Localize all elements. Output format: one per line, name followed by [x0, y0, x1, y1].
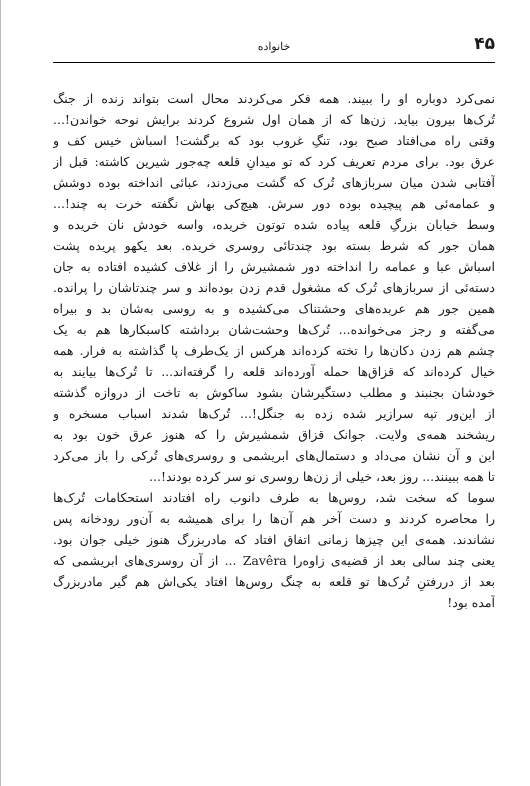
text-line: اسباش عبا و عمامه را انداخته دور شمشیرش را از غلاف کشیده افتاده به جان: [53, 259, 495, 274]
text-line: وسط خیابان بزرگِ قلعه پیاده شده توتون خریده، واسه خودش نان خریده و: [53, 217, 495, 232]
text-line: خیال کرده‌اند که قزاق‌ها حمله آورده‌اند قلعه را گرفته‌اند... تا تُرک‌ها بیایند به: [53, 364, 495, 379]
body-text: [53, 88, 495, 613]
text-line: سوما که سخت شد، روس‌ها به طرف دانوب راه افتادند استحکامات تُرک‌ها: [53, 490, 495, 505]
text-line: می‌گفته و رجز می‌خوانده... تُرک‌ها وحشت‌شان برداشته کاسبکارها هم به یک: [53, 322, 495, 337]
text-line: آمده بود!: [447, 595, 495, 610]
text-line: را محاصره کردند و دست آخر هم آن‌ها را برای همیشه به آن‌ور رودخانه پس: [53, 511, 495, 526]
text-line: و عمامه‌ئی هم پیچیده بوده دور سرش. هیچ‌کی بهاش نگفته خرت به چند!...: [53, 196, 495, 211]
paragraph: [53, 88, 495, 487]
text-line: بعد از دررفتنِ تُرک‌ها تو قلعه به چنگ روس‌ها افتاد یکی‌اش هم گیر مادربزرگ: [53, 574, 495, 589]
text-line: ریشخند همه‌ی ولایت. جوانک قزاق شمشیرش را که هنوز عرق خون بود به: [53, 427, 495, 442]
text-line: نمی‌کرد دوباره او را ببیند. همه فکر می‌کردند محال است بتواند زنده از جنگ: [53, 91, 495, 106]
header-rule: [53, 62, 495, 63]
text-line: آفتابی شدن میان سربازهای تُرک که گشت می‌زدند، عبائی انداخته بوده دوشش: [53, 175, 495, 190]
text-line: این و آن نشان می‌داد و دستمال‌های ابریشمی و روسری‌های تُرکی را باز می‌کرد: [53, 448, 495, 463]
page-number: ۴۵: [474, 34, 495, 54]
page-header: [53, 34, 495, 56]
text-line: چشم هم زدن دکان‌ها را تخته کرده‌اند هرکس از یک‌طرف پا گذاشته به فرار. همه: [53, 343, 495, 358]
running-title: خانواده: [257, 40, 291, 53]
text-line: تا همه ببینند... روز بعد، خیلی از زن‌ها روسری نو سر کرده بودند!...: [149, 469, 495, 484]
text-line: از این‌ور تپه سرازیر شده زده به جنگل!... تُرک‌ها شدند اسباب مسخره و: [53, 406, 495, 421]
text-line: تُرک‌ها بیرون بیاید. زن‌ها که از همان اول شروع کردند برایش نوحه خواندن!...: [53, 112, 495, 127]
text-line: همین جور هم عربده‌های وحشتناک می‌کشیده و به روسی به‌شان بد و بیراه: [53, 301, 495, 316]
text-line: وقتی راه می‌افتاد صبح بود، تنگِ غروب بود که برگشت! اسباش خیس کف و: [53, 133, 495, 148]
text-line: دسته‌ئی از سربازهای تُرک که مشغول قدم زدن بوده‌اند و سر چندتاشان را پرانده.: [53, 280, 495, 295]
text-line: عرق بود. برای مردم تعریف کرد که تو میدانِ قلعه چه‌جور شیرین کاشته: قبل از: [53, 154, 495, 169]
paragraph: [53, 487, 495, 613]
text-line: نشاندند. همه‌ی این چیزها زمانی اتفاق افتاد که مادربزرگ هنوز خیلی جوان بود.: [53, 532, 495, 547]
text-line: یعنی چند سالی بعد از قضیه‌ی زاوه‌را Zavêra ... از آن روسری‌های ابریشمی که: [53, 553, 495, 568]
text-line: همان جور که شرط بسته بود چندتائی روسری خریده. بعد یکهو پریده پشت: [53, 238, 495, 253]
text-line: خودشان بجنبند و مطلب دستگیرشان بشود ساکوش به تاخت از دروازه گذشته: [53, 385, 495, 400]
